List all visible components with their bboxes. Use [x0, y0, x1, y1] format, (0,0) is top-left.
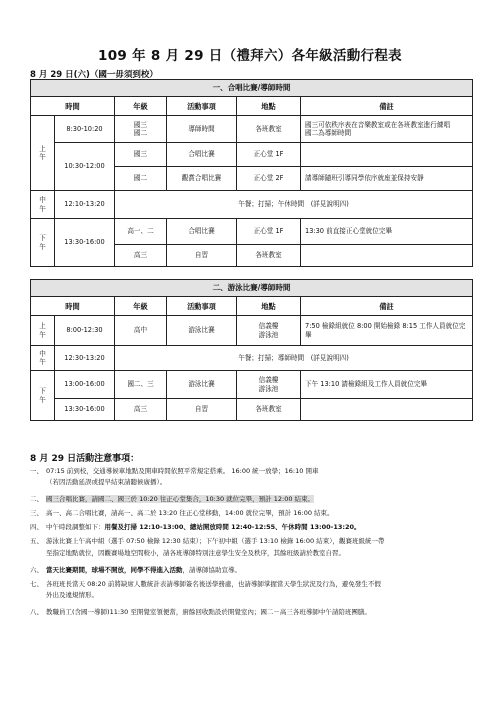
header-note: 備註: [301, 297, 473, 316]
note-number: 七、: [30, 579, 43, 588]
cell-place: 各班教室: [237, 245, 301, 267]
list-item: [30, 467, 480, 490]
cell-grade: 高一、二: [115, 219, 167, 245]
page-subtitle: 8 月 29 日(六)（國一毋須到校）: [30, 70, 158, 80]
cell-grade: 高三: [115, 399, 167, 421]
cell-time: 10:30-12:00: [55, 143, 115, 191]
note-number: 一、: [30, 467, 43, 475]
period-noon: 中 午: [31, 191, 55, 219]
cell-event: 導師時間: [167, 116, 237, 143]
schedule-table-choir: [30, 79, 473, 267]
cell-time: 13:30-16:00: [55, 219, 115, 267]
note-number: 八、: [30, 607, 43, 616]
header-event: 活動事項: [167, 97, 237, 116]
table-header-row: [31, 97, 473, 116]
table-row: [31, 143, 473, 167]
cell-grade: 國二: [115, 167, 167, 191]
cell-grade: 國三 國二: [115, 116, 167, 143]
list-item: [30, 608, 480, 616]
note-text: 中午時段調整如下：: [46, 523, 105, 532]
table-row: [31, 346, 473, 371]
cell-note: [301, 399, 473, 421]
cell-place: 正心堂 1F: [237, 219, 301, 245]
period-afternoon: 下 午: [31, 371, 55, 421]
cell-time: 13:30-16:00: [55, 399, 115, 421]
header-place: 地點: [237, 297, 301, 316]
note-text: 高一、高二合唱比賽，請高一、高二於 13:20 往正心堂移動，14:00 就位完畢，預計 16:00 結束。: [46, 509, 334, 518]
header-grade: 年級: [115, 97, 167, 116]
period-morning: 上 午: [31, 316, 55, 346]
cell-place: 信義樓 游泳池: [237, 371, 301, 399]
note-number: 四、: [30, 523, 43, 532]
header-note: 備註: [301, 97, 473, 116]
schedule-table-swim: [30, 279, 473, 421]
cell-note: 請導師隨班引導同學依序就座並保持安靜: [301, 167, 473, 191]
note-text: 教職員工(含國一導師)11:30 至開覺室領便當，廚餘回收點設於開覺室內；國二－高三各班導師中午請陪班團膳。: [46, 607, 371, 616]
cell-merged-note: 午餐；打掃；午休時間 (詳見說明四): [115, 191, 473, 219]
list-item: [30, 523, 480, 531]
cell-event: 游泳比賽: [167, 371, 237, 399]
cell-event: 合唱比賽: [167, 219, 237, 245]
cell-event: 自習: [167, 399, 237, 421]
notes-list: [30, 467, 480, 622]
cell-grade: 國三: [115, 143, 167, 167]
list-item: [30, 495, 480, 503]
table-row: [31, 219, 473, 245]
note-text: 各班班長當天 08:20 前將缺席人數統計表請導師簽名後送學務處，也請導師掌握當天學生狀況及行為，避免發生不假: [46, 579, 381, 588]
header-time: 時間: [31, 297, 115, 316]
cell-event: 自習: [167, 245, 237, 267]
cell-grade: 國二、三: [115, 371, 167, 399]
note-text: 游泳比賽上午高中組（選手 07:50 檢錄 12:30 結束）；下午初中組（選手 13:10 檢錄 16:00 結束），觀賽班級統一帶: [46, 537, 385, 546]
cell-note: 下午 13:10 請檢錄組及工作人員就位完畢: [301, 371, 473, 399]
header-event: 活動事項: [167, 297, 237, 316]
period-noon: 中 午: [31, 346, 55, 371]
note-number: 六、: [30, 565, 43, 574]
page-title: 109 年 8 月 29 日（禮拜六）各年級活動行程表: [98, 48, 402, 64]
header-place: 地點: [237, 97, 301, 116]
section-title-swim: 二、游泳比賽/導師時間: [31, 280, 473, 297]
cell-time: 12:30-13:20: [55, 346, 115, 371]
notes-title: 8 月 29 日活動注意事項：: [30, 454, 140, 464]
cell-note: [301, 245, 473, 267]
note-text: ，請導師協助宣導。: [182, 565, 241, 574]
cell-grade: 高三: [115, 245, 167, 267]
list-item: [30, 509, 480, 517]
cell-note: 國三可依秩序表在音樂教室或在各班教室進行練唱 國二為導師時間: [301, 116, 473, 143]
list-item: [30, 566, 480, 574]
cell-note: 13:30 前直接正心堂就位完畢: [301, 219, 473, 245]
cell-place: 各班教室: [237, 116, 301, 143]
header-time: 時間: [31, 97, 115, 116]
list-item: [30, 537, 480, 560]
note-text-bold: 用餐及打掃 12:10-13:00、總站開放時間 12:40-12:55、午休時間 13:00-13:20。: [104, 523, 361, 532]
note-number: 五、: [30, 537, 43, 546]
table-row: [31, 116, 473, 143]
cell-time: 8:00-12:30: [55, 316, 115, 346]
cell-merged-note: 午餐；打掃；導師時間 (詳見說明四): [115, 346, 473, 371]
cell-place: 正心堂 2F: [237, 167, 301, 191]
note-number: 二、: [30, 495, 43, 504]
cell-place: 正心堂 1F: [237, 143, 301, 167]
period-morning: 上 午: [31, 116, 55, 191]
cell-time: 13:00-16:00: [55, 371, 115, 399]
cell-event: 觀賞合唱比賽: [167, 167, 237, 191]
note-text: （若因活動延誤或提早結束請聽候廣播）。: [46, 478, 167, 487]
note-text: 外出及違規情形。: [46, 590, 98, 599]
cell-place: 各班教室: [237, 399, 301, 421]
table-header-row: [31, 297, 473, 316]
list-item: [30, 580, 480, 603]
table-row: [31, 191, 473, 219]
period-afternoon: 下 午: [31, 219, 55, 267]
cell-event: 游泳比賽: [167, 316, 237, 346]
table-row: [31, 371, 473, 399]
cell-event: 合唱比賽: [167, 143, 237, 167]
table-row: [31, 316, 473, 346]
note-number: 三、: [30, 509, 43, 518]
section-title-choir: 一、合唱比賽/導師時間: [31, 80, 473, 97]
note-text: 07:15 前到校，交通導候車地點及開車時間依照平常規定搭乘。 16:00 統一放學；16:10 開車: [46, 467, 319, 475]
cell-time: 12:10-13:20: [55, 191, 115, 219]
table-row: [31, 399, 473, 421]
header-grade: 年級: [115, 297, 167, 316]
note-text: 至指定地點就位，因觀賽場地空間較小，請各班導師特別注意學生安全及秩序，其餘班級請於教室自習。: [46, 548, 345, 557]
cell-time: 8:30-10:20: [55, 116, 115, 143]
note-text-highlighted: 國三合唱比賽，請國二、國三於 10:20 往正心堂集合，10:30 就位完畢，預計 12:00 結束。: [46, 495, 315, 504]
cell-grade: 高中: [115, 316, 167, 346]
cell-note: [301, 143, 473, 167]
cell-note: 7:50 檢錄組就位 8:00 開始檢錄 8:15 工作人員就位完畢: [301, 316, 473, 346]
cell-place: 信義樓 游泳池: [237, 316, 301, 346]
note-text-bold: 當天比賽期間，球場不開放，同學不得進入活動: [46, 565, 183, 574]
